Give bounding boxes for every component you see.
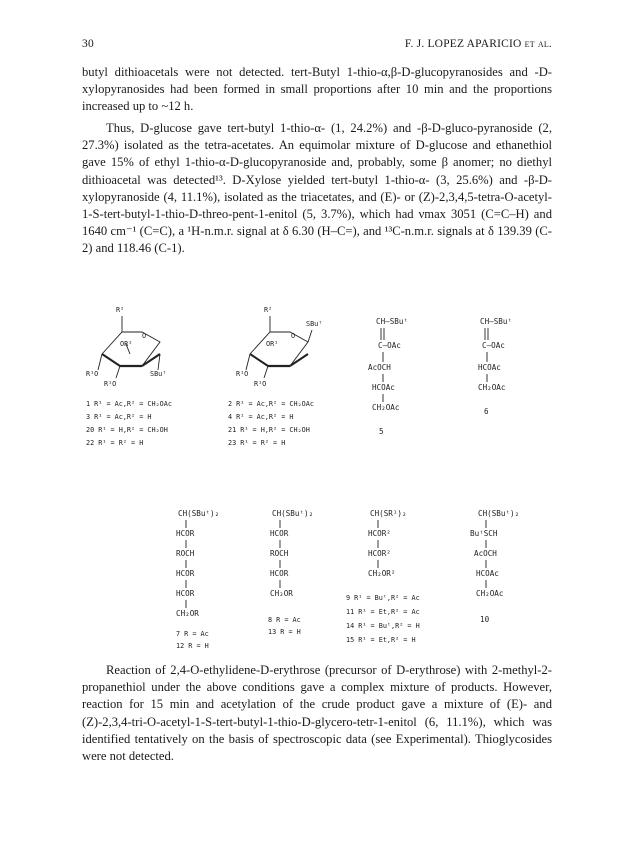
page-number: 30 xyxy=(82,38,94,50)
c5-line-4: HCOAc xyxy=(372,383,395,392)
paragraph-intro: butyl dithioacetals were not detected. tert-Butyl 1-thio-α,β-D-glucopyranosides and -D-xylopyranosides had been formed in small proportions after 10 min and the proportions increased up to ~12 h. xyxy=(82,65,552,114)
c9-legend-2: 11 R¹ = Et,R² = Ac xyxy=(346,608,420,616)
alpha-sbut: SBuᵗ xyxy=(150,370,167,378)
c9-line-1: CH(SR¹)₂ xyxy=(370,509,407,518)
c6-number: 6 xyxy=(484,407,489,416)
c7-line-6: CH₂OR xyxy=(176,609,199,618)
beta-ring-o: O xyxy=(291,332,296,340)
c9-legend-1: 9 R¹ = Buᵗ,R² = Ac xyxy=(346,594,420,602)
pyranose-alpha-structure xyxy=(86,306,172,447)
c7-line-3: ROCH xyxy=(176,549,195,558)
c6-line-4: CH₂OAc xyxy=(478,383,506,392)
pyranose-beta-structure xyxy=(228,306,322,447)
compound-10-structure xyxy=(470,509,519,624)
paragraph-results: Thus, D-glucose gave tert-butyl 1-thio-α- (1, 24.2%) and -β-D-gluco-pyranoside (2, 27.3%) isolated as the tetra-acetates. An equimolar mixture of D-glucose and ethanethiol gave 15% of ethyl 1-thio-α-D-glucopyranoside and, probably, some β anomer; no diethyl dithioacetal was detected¹³. D-Xylose yielded tert-butyl 1-thio-α- (3, 25.6%) and -β-D-xylopyranoside (4, 11.1%), isolated as the triacetates, and (E)- or (Z)-2,3,4,5-tetra-O-acetyl-1-S-tert-butyl-1-thio-D-threo-pent-1-enitol (5, 3.7%), which had νmax 3051 (C=C–H) and 1640 cm⁻¹ (C=C), a ¹H-n.m.r. signal at δ 6.30 (H–C=), and ¹³C-n.m.r. signals at δ 139.39 (C-2) and 118.46 (C-1). xyxy=(82,121,552,256)
c9-line-4: CH₂OR² xyxy=(368,569,396,578)
c7-line-1: CH(SBuᵗ)₂ xyxy=(178,509,220,518)
beta-or1: OR¹ xyxy=(266,340,279,348)
c8-line-4: HCOR xyxy=(270,569,289,578)
c9-legend-3: 14 R¹ = Buᵗ,R² = H xyxy=(346,622,420,630)
c8-line-5: CH₂OR xyxy=(270,589,293,598)
c9-legend-4: 15 R¹ = Et,R² = H xyxy=(346,636,416,644)
alpha-r1o-bottom: R¹O xyxy=(104,380,117,388)
c10-line-4: HCOAc xyxy=(476,569,499,578)
beta-legend-2: 4 R¹ = Ac,R² = H xyxy=(228,413,294,421)
alpha-ring-o: O xyxy=(142,332,147,340)
c6-line-1: CH—SBuᵗ xyxy=(480,317,513,326)
alpha-r2-label: R² xyxy=(116,306,125,314)
c9-line-2: HCOR² xyxy=(368,529,391,538)
beta-legend-4: 23 R¹ = R² = H xyxy=(228,439,286,447)
c7-legend-1: 7 R = Ac xyxy=(176,630,209,638)
paragraph-erythrose: Reaction of 2,4-O-ethylidene-D-erythrose (precursor of D-erythrose) with 2-methyl-2-propanethiol under the above conditions gave a complex mixture of products. However, reaction for 15 min and acetylation of the crude product gave a mixture of (E)- and (Z)-2,3,4-tri-O-acetyl-1-S-tert-butyl-1-thio-D-glycero-tetr-1-enitol (6, 11.1%), which was identified tentatively on the basis of spectroscopic data (see Experimental). Thioglycosides were not detected. xyxy=(82,663,552,764)
c7-line-5: HCOR xyxy=(176,589,195,598)
c7-line-2: HCOR xyxy=(176,529,195,538)
page-header xyxy=(82,38,552,54)
c10-number: 10 xyxy=(480,615,490,624)
c7-legend-2: 12 R = H xyxy=(176,642,209,650)
structures-figure xyxy=(0,296,624,656)
compound-6-structure xyxy=(478,317,512,416)
c8-line-3: ROCH xyxy=(270,549,289,558)
c5-line-2: C—OAc xyxy=(378,341,401,350)
c8-line-1: CH(SBuᵗ)₂ xyxy=(272,509,314,518)
alpha-legend-1: 1 R¹ = Ac,R² = CH₂OAc xyxy=(86,400,172,408)
c5-line-3: AcOCH xyxy=(368,363,391,372)
c6-line-2: C—OAc xyxy=(482,341,505,350)
beta-r1o-left: R¹O xyxy=(236,370,249,378)
beta-r2-label: R² xyxy=(264,306,273,314)
c10-line-5: CH₂OAc xyxy=(476,589,504,598)
c10-line-2: BuᵗSCH xyxy=(470,529,498,538)
alpha-or1: OR¹ xyxy=(120,340,133,348)
compound-9-structure xyxy=(346,509,420,644)
alpha-legend-4: 22 R¹ = R² = H xyxy=(86,439,144,447)
c5-number: 5 xyxy=(379,427,384,436)
compound-5-structure xyxy=(368,317,408,436)
running-head: F. J. LOPEZ APARICIO et al. xyxy=(404,38,552,50)
c8-line-2: HCOR xyxy=(270,529,289,538)
c10-line-3: AcOCH xyxy=(474,549,497,558)
beta-legend-1: 2 R¹ = Ac,R² = CH₂OAc xyxy=(228,400,314,408)
beta-r1o-bottom: R¹O xyxy=(254,380,267,388)
beta-sbut: SBuᵗ xyxy=(306,320,323,328)
c8-legend-1: 8 R = Ac xyxy=(268,616,301,624)
c7-line-4: HCOR xyxy=(176,569,195,578)
alpha-legend-3: 20 R¹ = H,R² = CH₂OH xyxy=(86,426,168,434)
c9-line-3: HCOR² xyxy=(368,549,391,558)
alpha-legend-2: 3 R¹ = Ac,R² = H xyxy=(86,413,152,421)
c10-line-1: CH(SBuᵗ)₂ xyxy=(478,509,520,518)
c8-legend-2: 13 R = H xyxy=(268,628,301,636)
c6-line-3: HCOAc xyxy=(478,363,501,372)
structures-svg xyxy=(0,296,624,656)
c5-line-5: CH₂OAc xyxy=(372,403,400,412)
alpha-r1o-left: R¹O xyxy=(86,370,99,378)
c5-line-1: CH—SBuᵗ xyxy=(376,317,409,326)
compound-7-structure xyxy=(176,509,219,650)
beta-legend-3: 21 R¹ = H,R² = CH₂OH xyxy=(228,426,310,434)
compound-8-structure xyxy=(268,509,313,636)
